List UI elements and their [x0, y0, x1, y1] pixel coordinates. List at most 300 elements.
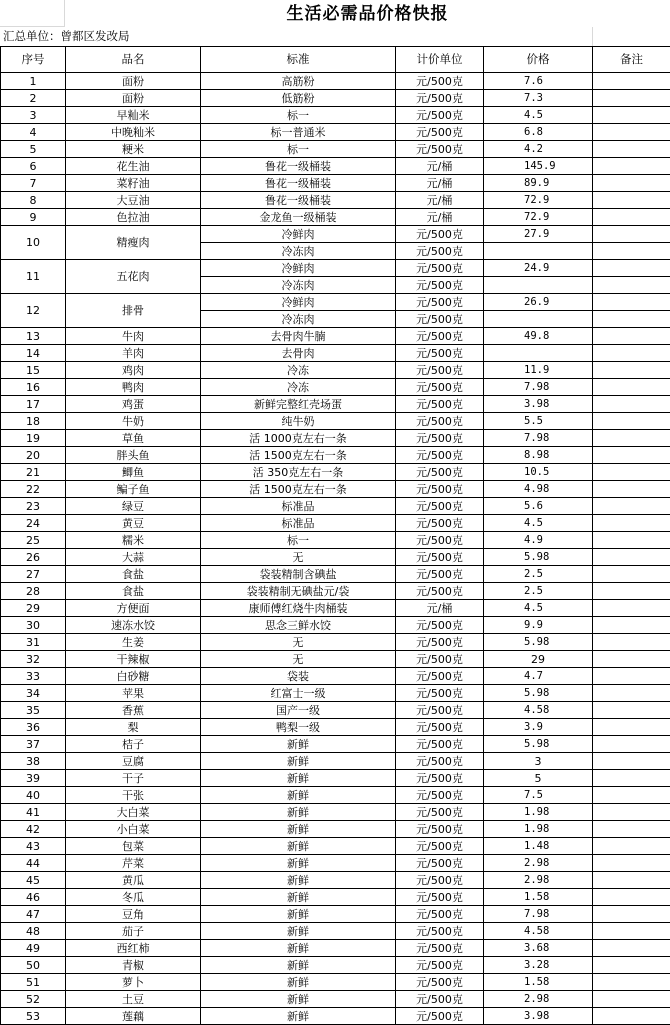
- table-row: [1, 430, 670, 447]
- cell-seq: 38: [1, 753, 66, 770]
- header-price: 价格: [484, 47, 593, 73]
- table-row: [1, 175, 670, 192]
- cell-note: [593, 668, 670, 685]
- table-row: [1, 770, 670, 787]
- cell-seq: 1: [1, 73, 66, 90]
- cell-price: 3.9: [484, 719, 593, 736]
- cell-price: 3.68: [484, 940, 593, 957]
- cell-seq: 17: [1, 396, 66, 413]
- cell-standard: 新鲜: [201, 770, 396, 787]
- cell-seq: 40: [1, 787, 66, 804]
- cell-unit: 元/500克: [396, 906, 484, 923]
- cell-price: 72.9: [484, 192, 593, 209]
- cell-unit: 元/500克: [396, 702, 484, 719]
- cell-name: 食盐: [66, 583, 201, 600]
- cell-price: 2.5: [484, 566, 593, 583]
- cell-name: 豆角: [66, 906, 201, 923]
- cell-price: 27.9: [484, 226, 593, 243]
- cell-price: 1.98: [484, 821, 593, 838]
- cell-standard: 金龙鱼一级桶装: [201, 209, 396, 226]
- cell-seq: 53: [1, 1008, 66, 1025]
- cell-note: [593, 498, 670, 515]
- cell-name: 冬瓜: [66, 889, 201, 906]
- cell-seq: 24: [1, 515, 66, 532]
- cell-standard: 国产一级: [201, 702, 396, 719]
- reporting-unit-label: 汇总单位：曾都区发改局: [0, 29, 130, 43]
- cell-price: 2.5: [484, 583, 593, 600]
- cell-note: [593, 294, 670, 311]
- table-row: [1, 73, 670, 90]
- cell-unit: 元/500克: [396, 464, 484, 481]
- cell-seq: 31: [1, 634, 66, 651]
- cell-seq: 25: [1, 532, 66, 549]
- cell-unit: 元/500克: [396, 753, 484, 770]
- cell-seq: 7: [1, 175, 66, 192]
- table-row: [1, 209, 670, 226]
- cell-name: 芹菜: [66, 855, 201, 872]
- table-row: [1, 515, 670, 532]
- table-row: [1, 294, 670, 311]
- cell-note: [593, 430, 670, 447]
- cell-seq: 12: [1, 294, 66, 328]
- cell-standard: 新鲜: [201, 838, 396, 855]
- cell-standard: 新鲜: [201, 1008, 396, 1025]
- cell-name: 中晚籼米: [66, 124, 201, 141]
- cell-standard: 新鲜: [201, 889, 396, 906]
- cell-seq: 47: [1, 906, 66, 923]
- cell-seq: 28: [1, 583, 66, 600]
- cell-note: [593, 838, 670, 855]
- reporting-unit-row: [0, 27, 670, 46]
- cell-note: [593, 634, 670, 651]
- cell-name: 干子: [66, 770, 201, 787]
- cell-seq: 2: [1, 90, 66, 107]
- cell-note: [593, 855, 670, 872]
- cell-standard: 康师傅红烧牛肉桶装: [201, 600, 396, 617]
- table-row: [1, 362, 670, 379]
- cell-unit: 元/500克: [396, 481, 484, 498]
- cell-unit: 元/500克: [396, 583, 484, 600]
- cell-seq: 51: [1, 974, 66, 991]
- cell-unit: 元/500克: [396, 855, 484, 872]
- cell-seq: 21: [1, 464, 66, 481]
- cell-standard: 新鲜: [201, 855, 396, 872]
- cell-seq: 9: [1, 209, 66, 226]
- cell-seq: 27: [1, 566, 66, 583]
- cell-standard: 标一: [201, 532, 396, 549]
- cell-unit: 元/500克: [396, 515, 484, 532]
- cell-price: 4.5: [484, 600, 593, 617]
- cell-note: [593, 243, 670, 260]
- cell-name: 鳊子鱼: [66, 481, 201, 498]
- cell-note: [593, 175, 670, 192]
- cell-standard: 标一普通米: [201, 124, 396, 141]
- cell-note: [593, 413, 670, 430]
- cell-seq: 22: [1, 481, 66, 498]
- cell-note: [593, 804, 670, 821]
- cell-name: 粳米: [66, 141, 201, 158]
- table-row: [1, 464, 670, 481]
- table-row: [1, 855, 670, 872]
- cell-note: [593, 974, 670, 991]
- cell-standard: 标准品: [201, 515, 396, 532]
- cell-standard: 新鲜: [201, 991, 396, 1008]
- cell-standard: 新鲜: [201, 957, 396, 974]
- cell-standard: 冷冻肉: [201, 277, 396, 294]
- cell-price: 29: [484, 651, 593, 668]
- table-row: [1, 447, 670, 464]
- cell-seq: 45: [1, 872, 66, 889]
- cell-unit: 元/500克: [396, 957, 484, 974]
- cell-note: [593, 124, 670, 141]
- table-row: [1, 498, 670, 515]
- cell-name: 土豆: [66, 991, 201, 1008]
- cell-name: 羊肉: [66, 345, 201, 362]
- cell-price: 5: [484, 770, 593, 787]
- cell-note: [593, 345, 670, 362]
- cell-standard: 新鲜: [201, 923, 396, 940]
- cell-note: [593, 889, 670, 906]
- cell-unit: 元/500克: [396, 396, 484, 413]
- cell-note: [593, 583, 670, 600]
- cell-standard: 活 350克左右一条: [201, 464, 396, 481]
- cell-note: [593, 447, 670, 464]
- cell-name: 大白菜: [66, 804, 201, 821]
- cell-name: 精瘦肉: [66, 226, 201, 260]
- table-row: [1, 345, 670, 362]
- cell-standard: 冷冻肉: [201, 243, 396, 260]
- cell-unit: 元/500克: [396, 651, 484, 668]
- cell-note: [593, 753, 670, 770]
- cell-unit: 元/桶: [396, 600, 484, 617]
- table-row: [1, 413, 670, 430]
- cell-price: [484, 277, 593, 294]
- cell-unit: 元/500克: [396, 226, 484, 243]
- cell-standard: 去骨肉: [201, 345, 396, 362]
- cell-price: 7.98: [484, 906, 593, 923]
- cell-standard: 无: [201, 549, 396, 566]
- cell-standard: 鲁花一级桶装: [201, 192, 396, 209]
- cell-standard: 新鲜完整红壳场蛋: [201, 396, 396, 413]
- cell-seq: 35: [1, 702, 66, 719]
- cell-standard: 活 1500克左右一条: [201, 447, 396, 464]
- cell-standard: 新鲜: [201, 872, 396, 889]
- cell-standard: 活 1000克左右一条: [201, 430, 396, 447]
- cell-seq: 19: [1, 430, 66, 447]
- cell-price: 4.7: [484, 668, 593, 685]
- cell-unit: 元/500克: [396, 668, 484, 685]
- cell-unit: 元/500克: [396, 923, 484, 940]
- cell-name: 梨: [66, 719, 201, 736]
- cell-seq: 4: [1, 124, 66, 141]
- cell-note: [593, 770, 670, 787]
- table-row: [1, 940, 670, 957]
- cell-seq: 8: [1, 192, 66, 209]
- cell-price: 1.48: [484, 838, 593, 855]
- cell-unit: 元/500克: [396, 719, 484, 736]
- cell-unit: 元/500克: [396, 430, 484, 447]
- cell-standard: 无: [201, 634, 396, 651]
- cell-seq: 26: [1, 549, 66, 566]
- cell-price: 6.8: [484, 124, 593, 141]
- table-row: [1, 124, 670, 141]
- cell-unit: 元/500克: [396, 991, 484, 1008]
- cell-standard: 新鲜: [201, 974, 396, 991]
- cell-note: [593, 464, 670, 481]
- cell-name: 大豆油: [66, 192, 201, 209]
- cell-price: 3.98: [484, 396, 593, 413]
- cell-seq: 39: [1, 770, 66, 787]
- cell-standard: 新鲜: [201, 906, 396, 923]
- cell-note: [593, 651, 670, 668]
- table-row: [1, 617, 670, 634]
- cell-seq: 15: [1, 362, 66, 379]
- cell-price: 4.98: [484, 481, 593, 498]
- cell-note: [593, 481, 670, 498]
- cell-unit: 元/桶: [396, 192, 484, 209]
- cell-note: [593, 260, 670, 277]
- table-row: [1, 549, 670, 566]
- cell-standard: 鲁花一级桶装: [201, 175, 396, 192]
- cell-price: 24.9: [484, 260, 593, 277]
- cell-seq: 13: [1, 328, 66, 345]
- cell-note: [593, 821, 670, 838]
- cell-seq: 29: [1, 600, 66, 617]
- cell-price: 4.58: [484, 702, 593, 719]
- table-row: [1, 600, 670, 617]
- cell-seq: 37: [1, 736, 66, 753]
- cell-name: 莲藕: [66, 1008, 201, 1025]
- cell-seq: 41: [1, 804, 66, 821]
- table-row: [1, 583, 670, 600]
- cell-name: 鸭肉: [66, 379, 201, 396]
- cell-unit: 元/500克: [396, 107, 484, 124]
- cell-unit: 元/500克: [396, 294, 484, 311]
- cell-name: 菜籽油: [66, 175, 201, 192]
- cell-unit: 元/500克: [396, 736, 484, 753]
- cell-unit: 元/500克: [396, 889, 484, 906]
- cell-name: 豆腐: [66, 753, 201, 770]
- table-row: [1, 328, 670, 345]
- cell-price: 7.3: [484, 90, 593, 107]
- cell-price: 8.98: [484, 447, 593, 464]
- cell-price: 5.98: [484, 549, 593, 566]
- cell-name: 食盐: [66, 566, 201, 583]
- cell-name: 牛肉: [66, 328, 201, 345]
- cell-name: 鸡肉: [66, 362, 201, 379]
- cell-unit: 元/500克: [396, 804, 484, 821]
- cell-unit: 元/500克: [396, 617, 484, 634]
- cell-unit: 元/500克: [396, 685, 484, 702]
- table-row: [1, 566, 670, 583]
- table-row: [1, 379, 670, 396]
- cell-unit: 元/500克: [396, 124, 484, 141]
- table-row: [1, 906, 670, 923]
- cell-price: 5.98: [484, 685, 593, 702]
- cell-name: 速冻水饺: [66, 617, 201, 634]
- cell-note: [593, 1008, 670, 1025]
- cell-unit: 元/500克: [396, 90, 484, 107]
- cell-price: 89.9: [484, 175, 593, 192]
- cell-price: 7.5: [484, 787, 593, 804]
- cell-unit: 元/500克: [396, 1008, 484, 1025]
- cell-seq: 14: [1, 345, 66, 362]
- cell-standard: 纯牛奶: [201, 413, 396, 430]
- cell-price: 5.6: [484, 498, 593, 515]
- table-row: [1, 532, 670, 549]
- title-row: [0, 0, 670, 27]
- cell-standard: 无: [201, 651, 396, 668]
- cell-standard: 新鲜: [201, 821, 396, 838]
- cell-seq: 50: [1, 957, 66, 974]
- cell-note: [593, 957, 670, 974]
- cell-seq: 36: [1, 719, 66, 736]
- cell-seq: 23: [1, 498, 66, 515]
- cell-note: [593, 702, 670, 719]
- table-row: [1, 141, 670, 158]
- table-row: [1, 651, 670, 668]
- cell-name: 萝卜: [66, 974, 201, 991]
- cell-standard: 冷鲜肉: [201, 260, 396, 277]
- cell-note: [593, 209, 670, 226]
- cell-standard: 新鲜: [201, 753, 396, 770]
- cell-name: 草鱼: [66, 430, 201, 447]
- cell-price: [484, 243, 593, 260]
- cell-standard: 新鲜: [201, 804, 396, 821]
- cell-price: 1.58: [484, 889, 593, 906]
- cell-name: 包菜: [66, 838, 201, 855]
- cell-standard: 鸭梨一级: [201, 719, 396, 736]
- cell-seq: 46: [1, 889, 66, 906]
- cell-standard: 活 1500克左右一条: [201, 481, 396, 498]
- cell-price: 1.58: [484, 974, 593, 991]
- cell-note: [593, 362, 670, 379]
- cell-note: [593, 566, 670, 583]
- cell-name: 干张: [66, 787, 201, 804]
- cell-unit: 元/500克: [396, 413, 484, 430]
- cell-price: 1.98: [484, 804, 593, 821]
- table-row: [1, 821, 670, 838]
- cell-unit: 元/500克: [396, 566, 484, 583]
- cell-unit: 元/500克: [396, 532, 484, 549]
- cell-price: 4.5: [484, 107, 593, 124]
- cell-unit: 元/500克: [396, 243, 484, 260]
- cell-unit: 元/桶: [396, 175, 484, 192]
- cell-name: 茄子: [66, 923, 201, 940]
- cell-name: 面粉: [66, 90, 201, 107]
- cell-unit: 元/500克: [396, 787, 484, 804]
- cell-note: [593, 872, 670, 889]
- cell-note: [593, 685, 670, 702]
- cell-name: 花生油: [66, 158, 201, 175]
- table-row: [1, 702, 670, 719]
- cell-seq: 49: [1, 940, 66, 957]
- table-row: [1, 107, 670, 124]
- cell-standard: 思念三鲜水饺: [201, 617, 396, 634]
- table-row: [1, 192, 670, 209]
- cell-standard: 冷鲜肉: [201, 294, 396, 311]
- cell-seq: 6: [1, 158, 66, 175]
- cell-price: 4.5: [484, 515, 593, 532]
- cell-name: 色拉油: [66, 209, 201, 226]
- cell-unit: 元/500克: [396, 311, 484, 328]
- cell-unit: 元/500克: [396, 73, 484, 90]
- cell-standard: 标一: [201, 141, 396, 158]
- cell-name: 大蒜: [66, 549, 201, 566]
- cell-standard: 标准品: [201, 498, 396, 515]
- cell-unit: 元/500克: [396, 634, 484, 651]
- cell-unit: 元/500克: [396, 447, 484, 464]
- cell-unit: 元/500克: [396, 872, 484, 889]
- table-row: [1, 991, 670, 1008]
- cell-seq: 43: [1, 838, 66, 855]
- table-row: [1, 719, 670, 736]
- cell-name: 牛奶: [66, 413, 201, 430]
- header-unit: 计价单位: [396, 47, 484, 73]
- table-row: [1, 838, 670, 855]
- cell-standard: 高筋粉: [201, 73, 396, 90]
- cell-note: [593, 719, 670, 736]
- cell-price: 7.98: [484, 430, 593, 447]
- cell-note: [593, 617, 670, 634]
- cell-name: 青椒: [66, 957, 201, 974]
- cell-note: [593, 141, 670, 158]
- table-row: [1, 1008, 670, 1025]
- table-row: [1, 481, 670, 498]
- table-row: [1, 974, 670, 991]
- cell-standard: 新鲜: [201, 787, 396, 804]
- cell-seq: 42: [1, 821, 66, 838]
- cell-standard: 去骨肉牛腩: [201, 328, 396, 345]
- cell-price: 145.9: [484, 158, 593, 175]
- table-row: [1, 872, 670, 889]
- cell-name: 白砂糖: [66, 668, 201, 685]
- cell-note: [593, 736, 670, 753]
- price-table: [0, 46, 670, 1025]
- cell-note: [593, 940, 670, 957]
- cell-unit: 元/500克: [396, 260, 484, 277]
- cell-standard: 冷冻: [201, 362, 396, 379]
- cell-unit: 元/500克: [396, 498, 484, 515]
- cell-note: [593, 600, 670, 617]
- cell-name: 黄瓜: [66, 872, 201, 889]
- cell-price: 5.98: [484, 736, 593, 753]
- cell-name: 五花肉: [66, 260, 201, 294]
- cell-note: [593, 532, 670, 549]
- cell-seq: 10: [1, 226, 66, 260]
- cell-name: 香蕉: [66, 702, 201, 719]
- cell-note: [593, 379, 670, 396]
- table-row: [1, 736, 670, 753]
- cell-price: 7.98: [484, 379, 593, 396]
- cell-standard: 冷冻肉: [201, 311, 396, 328]
- cell-unit: 元/500克: [396, 362, 484, 379]
- cell-note: [593, 192, 670, 209]
- cell-name: 方便面: [66, 600, 201, 617]
- cell-price: 4.58: [484, 923, 593, 940]
- table-row: [1, 90, 670, 107]
- cell-name: 小白菜: [66, 821, 201, 838]
- cell-price: 5.5: [484, 413, 593, 430]
- cell-seq: 16: [1, 379, 66, 396]
- cell-note: [593, 90, 670, 107]
- table-row: [1, 957, 670, 974]
- cell-standard: 新鲜: [201, 736, 396, 753]
- cell-standard: 鲁花一级桶装: [201, 158, 396, 175]
- cell-note: [593, 923, 670, 940]
- cell-note: [593, 991, 670, 1008]
- cell-name: 黄豆: [66, 515, 201, 532]
